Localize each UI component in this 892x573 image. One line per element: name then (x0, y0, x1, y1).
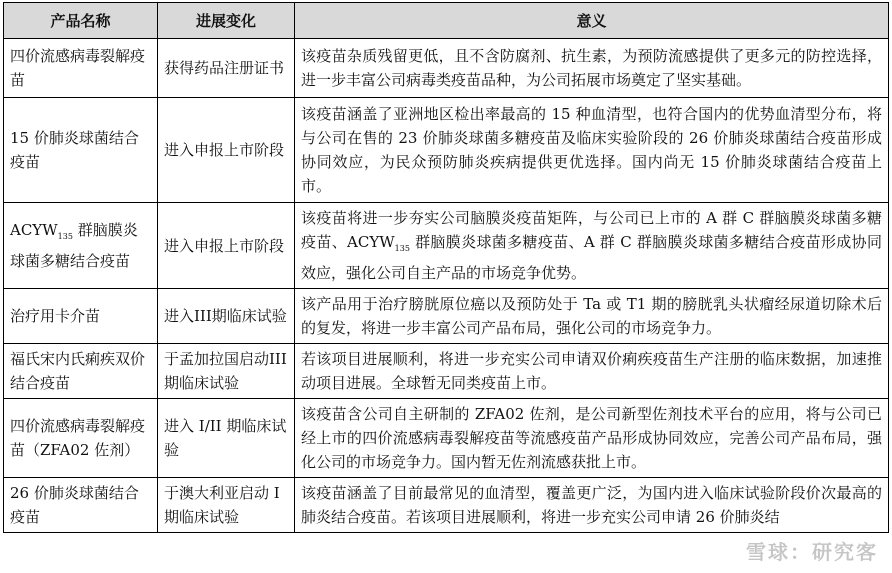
product-progress-table (3, 2, 889, 533)
table-row (4, 39, 889, 98)
table-row (4, 478, 889, 533)
cell-meaning: 该疫苗含公司自主研制的 ZFA02 佐剂，是公司新型佐剂技术平台的应用，将与公司已经上市的四价流感病毒裂解疫苗等流感疫苗产品形成协同效应，完善公司产品布局，强化公司的市场竞争力。国内暂无佐剂流感获批上市。 (295, 399, 889, 478)
cell-product-name: 福氏宋内氏痢疾双价结合疫苗 (4, 344, 158, 399)
header-meaning: 意义 (295, 3, 889, 39)
cell-progress: 获得药品注册证书 (158, 39, 295, 98)
table-row (4, 399, 889, 478)
cell-product-name: 四价流感病毒裂解疫苗 (4, 39, 158, 98)
cell-meaning: 该疫苗杂质残留更低，且不含防腐剂、抗生素，为预防流感提供了更多元的防控选择，进一步丰富公司病毒类疫苗品种，为公司拓展市场奠定了坚实基础。 (295, 39, 889, 98)
watermark: 雪球：研究客 (746, 540, 878, 564)
cell-meaning (295, 203, 889, 289)
cell-progress: 于孟加拉国启动III期临床试验 (158, 344, 295, 399)
name-prefix: ACYW (10, 221, 58, 239)
meaning-subscript: 135 (394, 244, 410, 253)
header-product-name: 产品名称 (4, 3, 158, 39)
cell-meaning: 该产品用于治疗膀胱原位癌以及预防处于 Ta 或 T1 期的膀胱乳头状瘤经尿道切除术后的复发，将进一步丰富公司产品布局，强化公司的市场竞争力。 (295, 289, 889, 344)
meaning-part-b: 群脑膜炎球菌多糖疫苗、A 群 C 群脑膜炎球菌多糖结合疫苗形成协同效应，强化公司自主产品的市场竞争优势。 (301, 233, 882, 282)
cell-product-name (4, 203, 158, 289)
cell-progress: 进入III期临床试验 (158, 289, 295, 344)
cell-product-name: 15 价肺炎球菌结合疫苗 (4, 98, 158, 203)
cell-progress: 于澳大利亚启动 I 期临床试验 (158, 478, 295, 533)
table-row (4, 344, 889, 399)
cell-progress: 进入 I/II 期临床试验 (158, 399, 295, 478)
cell-meaning: 该疫苗涵盖了亚洲地区检出率最高的 15 种血清型，也符合国内的优势血清型分布，将与公司在售的 23 价肺炎球菌多糖疫苗及临床实验阶段的 26 价肺炎球菌结合疫苗形成协同效应，为民众预防肺炎疾病提供更优选择。国内尚无 15 价肺炎球菌结合疫苗上市。 (295, 98, 889, 203)
table-row (4, 98, 889, 203)
name-suffix: 群脑膜炎球菌多糖结合疫苗 (10, 221, 138, 270)
cell-progress: 进入申报上市阶段 (158, 203, 295, 289)
table-header-row (4, 3, 889, 39)
header-progress: 进展变化 (158, 3, 295, 39)
cell-meaning: 该疫苗涵盖了目前最常见的血清型，覆盖更广泛，为国内进入临床试验阶段价次最高的肺炎结合疫苗。若该项目进展顺利，将进一步充实公司申请 26 价肺炎结 (295, 478, 889, 533)
cell-progress: 进入申报上市阶段 (158, 98, 295, 203)
table-row (4, 289, 889, 344)
cell-product-name: 治疗用卡介苗 (4, 289, 158, 344)
meaning-part-a: 该疫苗将进一步夯实公司脑膜炎疫苗矩阵，与公司已上市的 A 群 C 群脑膜炎球菌多糖疫苗、ACYW (301, 209, 882, 251)
table-row (4, 203, 889, 289)
cell-meaning: 若该项目进展顺利，将进一步充实公司申请双价痢疾疫苗生产注册的临床数据，加速推动项目进展。全球暂无同类疫苗上市。 (295, 344, 889, 399)
name-subscript: 135 (57, 232, 73, 241)
cell-product-name: 四价流感病毒裂解疫苗（ZFA02 佐剂） (4, 399, 158, 478)
cell-product-name: 26 价肺炎球菌结合疫苗 (4, 478, 158, 533)
